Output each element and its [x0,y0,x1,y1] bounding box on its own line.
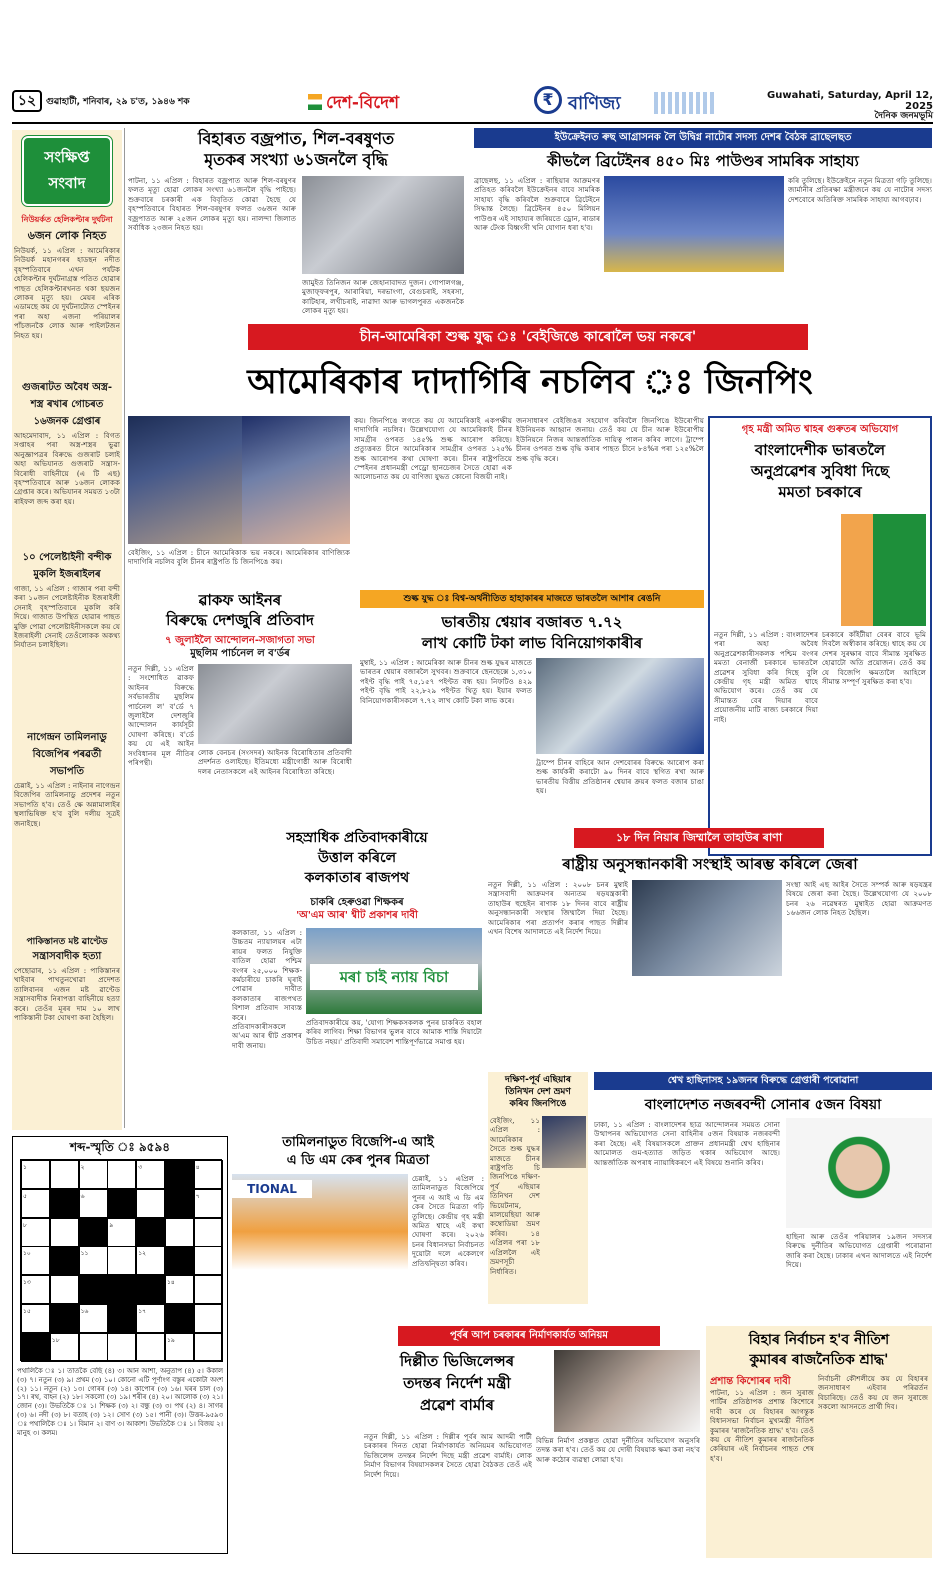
crossword-cell[interactable] [50,1160,79,1189]
headline-line: ভাৰতীয় শ্বেয়াৰ বজাৰত ৭.৭২ [441,613,623,631]
share-kicker-bar: শুল্ক যুদ্ধ ঃ বিশ্ব-অৰ্থনীতিত হাহাকাৰৰ মাজতে ভাৰতলৈ আশাৰ ৰেঙনি [360,590,704,608]
brief-title: ৬জন লোক নিহত [27,229,107,242]
kolkata-subhead [232,896,482,922]
nato-kicker-bar: ইউক্ৰেইনত ৰুছ আগ্ৰাসনক লৈ উদ্বিগ্ন নাটোৰ সদস্য দেশৰ বৈঠক ব্ৰাছেলছত [474,128,932,148]
headline-line: কুমাৰৰ ৰাজনৈতিক শ্ৰাদ্ধ' [749,1352,889,1368]
amit-shah-text: নতুন দিল্লী, ১১ এপ্ৰিল : বাংলাদেশৰ পৰা অহা অবৈধ অনুপ্ৰৱেশকাৰীসকলক পশ্চিম বংগৰ মমতা বেনাৰ্জী চৰকাৰে ভাৰতলৈ প্ৰৱেশৰ সুবিধা কৰি দিছে বুলি কেন্দ্ৰীয় গৃহ মন্ত্ৰী অমিত শ্বাহে অভিযোগ কৰে। তেওঁ কয় যে সীমান্তত বেৰ দিয়াৰ বাবে প্ৰয়োজনীয় মাটি ৰাজ্য চৰকাৰে দিয়া নাই। [714,630,818,724]
bihar-lightning-photo [302,176,464,274]
headline-line: মমতা চৰকাৰে [778,483,862,501]
share-text-2: ট্ৰাম্পে চীনৰ বাহিৰে আন দেশবোৰৰ বিৰুদ্ধে আৰোপ কৰা শুল্ক কাৰ্যকৰী কৰাটো ৯০ দিনৰ বাবে স্থগিত ৰখা আৰু ভাৰতীয় বিত্তীয় প্ৰতিষ্ঠানৰ শ্বেয়াৰ ক্ৰয়ৰ ফলত বজাৰ চাঙা হয়। [536,758,704,796]
waqf-photo [198,664,352,744]
brief-text: নিউয়ৰ্ক, ১১ এপ্ৰিল : আমেৰিকাৰ নিউয়ৰ্ক মহানগৰৰ হাডছন নদীত বৃহস্পতিবাৰে এখন পৰ্যটক হেলিকপ্টাৰ দুৰ্ঘটনাগ্ৰস্ত পতিত হোৱাৰ পাছত হেলিকপ্টাৰখনত থকা ছয়জন লোকৰ মৃত্যু হয়। মেয়ৰ এৰিক এডামছে কয় যে দুৰ্ঘটনাটোত স্পেইনৰ পৰা অহা এজনা পৰিয়ালৰ পাঁচজনকৈ লোক আৰু পাইলটজন নিহত হয়। [14,246,120,340]
nato-photo [604,176,784,272]
crossword-block [165,1304,194,1333]
waqf-text: নতুন দিল্লী, ১১ এপ্ৰিল : সংশোধিত ৱাকফ আইনৰ বিৰুদ্ধে সৰ্বভাৰতীয় মুছলিম পাৰ্চনেল ল' ব'ৰ্ডে ৭ জুলাইলৈ দেশজুৰি আন্দোলন কাৰ্যসূচী ঘোষণা কৰিছে। ব'ৰ্ডে কয় যে এই আইন সংবিধানৰ মূল নীতিৰ পৰিপন্থী। [128,664,194,768]
headline-tariff: আমেৰিকাৰ দাদাগিৰি নচলিব ঃ জিনপিং [247,362,813,402]
nato-text-2: কৰি তুলিছে। ইউক্ৰেইনে নতুন মিত্ৰতা গঢ়ি তুলিছে। জাৰ্মানীৰ প্ৰতিৰক্ষা মন্ত্ৰীজনে কয় যে নাটোৰ সদস্য দেশবোৰে অতিৰিক্ত সামৰিক সাহায্য আগবঢ়াব। [788,176,932,204]
bihar-election-text: পাটনা, ১১ এপ্ৰিল : জন সুৰাজ পাৰ্টিৰ প্ৰতিষ্ঠাপক প্ৰশান্ত কিশোৰে দাবী কৰে যে বিহাৰৰ আগন্তুক বিধানসভা নিৰ্বাচন মুখ্যমন্ত্ৰী নীতিশ কুমাৰৰ 'ৰাজনৈতিক শ্ৰাদ্ধ' হ'ব। তেওঁ কয় যে নীতিশ কুমাৰৰ ৰাজনৈতিক কেৰিয়াৰ এই নিৰ্বাচনৰ পাছত শেষ হ'ব। [710,1388,814,1463]
headline-line: অনুপ্ৰৱেশৰ সুবিধা দিছে [750,462,890,480]
rana-text-2: সংস্থা আই এছ আইৰ সৈতে সম্পৰ্ক আৰু ষড়যন্ত্ৰৰ বিষয়ে জেৰা কৰা হৈছে। উল্লেখযোগ্য যে ২০০৮ চনৰ ২৬ নৱেম্বৰত মুম্বাইত হোৱা আক্ৰমণত ১৬৬জন লোক নিহত হৈছিল। [786,880,932,918]
hasina-text: ঢাকা, ১১ এপ্ৰিল : বাংলাদেশৰ ছাত্ৰ আন্দোলনৰ সময়ত সোনা উত্থাপনৰ অভিযোগত সেনা বাহিনীৰ ৫জন বিষয়াক নজৰবন্দী কৰা হৈছে। এই বিষয়াসকলে প্ৰাক্তন প্ৰধানমন্ত্ৰী শ্বেখ হাছিনাৰ আমোলত গুম-হত্যাত জড়িত থকাৰ অভিযোগ আছে। আন্তৰ্জাতিক অপৰাধ ন্যায়াধিকৰণে এই বিষয়ে শুনানি কৰিব। [594,1120,780,1167]
headline-share [360,612,704,654]
crossword-block [21,1333,50,1362]
crossword-cell[interactable]: ১০ [21,1246,50,1275]
crossword-block [107,1189,136,1218]
brief-kicker: নিউয়ৰ্কত হেলিকপ্টাৰ দুৰ্ঘটনা [21,215,113,224]
kolkata-text: কলকাতা, ১১ এপ্ৰিল : উচ্চতম ন্যায়ালয়ৰ এটা ৰায়ৰ ফলত নিযুক্তি বাতিল হোৱা পশ্চিম বংগৰ ২৫,০০০ শিক্ষক-কৰ্মচাৰীয়ে চাকৰি ঘূৰাই পোৱাৰ দাবীত কলকাতাৰ ৰাজপথত বিশাল প্ৰতিবাদ সাব্যস্ত কৰে। প্ৰতিবাদকাৰীসকলে অ'এম আৰ শ্বীট প্ৰকাশৰ দাবী জনায়। [232,928,302,1050]
crossword-cell[interactable]: ৮ [21,1218,50,1247]
paper-name: দৈনিক জনমভূমি [874,111,933,121]
headline-bihar-election [708,1330,930,1370]
crossword-cell[interactable]: ১৯ [165,1333,194,1362]
delhi-vigilance-text-2: বিভিন্ন নিৰ্মাণ প্ৰকল্পত হোৱা দুৰ্নীতিৰ অভিযোগ অনুসৰি তদন্ত কৰা হ'ব। তেওঁ কয় যে দোষী বিষয়াক ক্ষমা কৰা নহ'ব আৰু কঠোৰ ব্যৱস্থা লোৱা হ'ব। [536,1436,700,1464]
china-tour-photo [542,1116,586,1168]
china-tour-box [488,1072,588,1304]
tariff-photo-trump [242,416,350,544]
brief-title: ১০ পেলেষ্টাইনী বন্দীক মুকলি ইজৰাইলৰ [22,552,112,580]
headline-delhi-vigilance [364,1350,550,1416]
crossword-block [50,1189,79,1218]
crossword-cell[interactable] [194,1218,223,1247]
crossword-cell[interactable]: ১৮ [50,1333,79,1362]
crossword-cell[interactable]: ১৬ [79,1304,108,1333]
brief-kicker: পাকিস্তানত মষ্ট ৱাণ্টেড [26,937,108,947]
headline-line: এ ডি এম কেৰ পুনৰ মিত্ৰতা [286,1153,430,1168]
brief-item [14,730,120,931]
headline-line: মৃতকৰ সংখ্যা ৬১জনলৈ বৃদ্ধি [204,150,388,169]
crossword-title: শব্দ-স্মৃতি ঃ ৯৫৯৪ [69,1140,171,1154]
bihar-election-box [706,1326,932,1558]
crossword-grid[interactable] [20,1159,222,1361]
crossword-block [165,1189,194,1218]
headline-line: লাখ কোটি টকা লাভ বিনিয়োগকাৰীৰ [421,634,643,652]
headline-line: কৰিব জিনপিঙে [509,1099,567,1109]
headline-line: বিৰুদ্ধে দেশজুৰি প্ৰতিবাদ [166,611,314,629]
crossword-cell[interactable] [194,1246,223,1275]
rana-text: নতুন দিল্লী, ১১ এপ্ৰিল : ২০০৮ চনৰ মুম্বাই সন্ত্ৰাসবাদী আক্ৰমণৰ অন্যতম ষড়যন্ত্ৰকাৰী তাহাউৰ হুছেইন ৰাণাক ১৮ দিনৰ বাবে ৰাষ্ট্ৰীয় অনুসন্ধানকাৰী সংস্থাৰ জিম্মালৈ দিয়া হৈছে। আমেৰিকাৰ পৰা প্ৰত্যৰ্পণ কৰাৰ পাছত দিল্লীৰ এখন বিশেষ আদালতে এই নিৰ্দেশ দিয়ে। [488,880,628,937]
delhi-kicker-bar: পূৰ্বৰ আপ চৰকাৰৰ নিৰ্মাণকাৰ্যত অনিয়ম [398,1326,660,1346]
headline-line: দিল্লীত ভিজিলেন্সৰ [399,1352,515,1370]
rana-photo [632,880,782,976]
headline-nato: কীভলৈ ব্ৰিটেইনৰ ৪৫০ মিঃ পাউণ্ডৰ সামৰিক সাহায্য [547,152,859,170]
headline-hasina: বাংলাদেশত নজৰবন্দী সোনাৰ ৫জন বিষয়া [644,1097,882,1113]
crossword-block [107,1304,136,1333]
headline-rana: ৰাষ্ট্ৰীয় অনুসন্ধানকাৰী সংস্থাই আৰম্ভ কৰিলে জেৰা [562,855,858,873]
brief-item [14,380,120,559]
headline-line: প্ৰৱেশ বাৰ্মাৰ [420,1396,494,1414]
crossword-block [107,1275,136,1304]
column-rule [124,128,125,1128]
crossword-cell[interactable] [107,1333,136,1362]
brief-kicker: নাগেন্দ্ৰন তামিলনাডু [27,732,107,743]
headline-line: তামিলনাডুত বিজেপি-এ আই [282,1135,434,1150]
crossword-block [79,1275,108,1304]
delhi-vigilance-text: নতুন দিল্লী, ১১ এপ্ৰিল : দিল্লীৰ পূৰ্বৰ আম আদমী পাৰ্টী চৰকাৰৰ দিনত হোৱা নিৰ্মাণকাৰ্যত অনিয়মৰ অভিযোগত ভিজিলেন্স তদন্তৰ নিৰ্দেশ দিছে মন্ত্ৰী প্ৰৱেশ বাৰ্মাই। লোক নিৰ্মাণ বিভাগৰ বিষয়াসকলৰ সৈতে হোৱা বৈঠকত তেওঁ এই নিৰ্দেশ দিয়ে। [364,1432,532,1479]
crossword-cell[interactable]: ১১ [79,1246,108,1275]
crossword-cell[interactable]: ১২ [136,1246,165,1275]
crossword-block [136,1275,165,1304]
rupee-icon: ₹ [534,86,562,114]
crossword-cell[interactable] [194,1333,223,1362]
crossword-cell[interactable] [50,1218,79,1247]
subhead-line: মুছলিম পাৰ্চনেল ল ব'ৰ্ডৰ [190,648,290,659]
crossword-cell[interactable]: ১৭ [136,1304,165,1333]
hasina-text-2: হাছিনা আৰু তেওঁৰ পৰিয়ালৰ ১৯জন সদস্যৰ বিৰুদ্ধে দুৰ্নীতিৰ অভিযোগত গ্ৰেপ্তাৰী পৰোৱানা জাৰি কৰা হৈছে। ঢাকাৰ এখন আদালতে এই নিৰ্দেশ দিয়ে। [786,1232,932,1270]
amit-shah-box [708,416,932,856]
headline-amit-shah [712,440,928,503]
crossword-cell[interactable]: ৬ [79,1189,108,1218]
crossword [12,1136,228,1554]
tn-bjp-banner-text: TIONAL [232,1180,312,1198]
crossword-cell[interactable]: ১৪ [165,1275,194,1304]
brief-text: চেন্নাই, ১১ এপ্ৰিল : নাইনাৰ নাগেন্দ্ৰন বিজেপিৰ তামিলনাডু প্ৰদেশৰ নতুন সভাপতি হ'ব। তেওঁ ক্ষে অন্নামালাইৰ স্থলাভিষিক্ত হ'ব বুলি দলীয় সূত্ৰই জনাইছে। [14,781,120,828]
tariff-photo-xi [128,416,242,544]
masthead [12,86,933,122]
brief-item [14,214,120,371]
crossword-cell[interactable]: ১৫ [21,1304,50,1333]
headline-waqf [128,590,352,630]
headline-line: কলকাতাৰ ৰাজপথ [304,870,410,886]
brief-item [14,934,120,1126]
bihar-lightning-text-2: জামুইত তিনিজন আৰু জেহানাবাদত দুজন। গোপালগঞ্জ, মুজাফ্ফৰপুৰ, আৰাৰিয়া, দৰভাংগা, বেগুচৰাই, সহৰসা, কাটিহাৰ, লখীচৰাই, নাৱাদা আৰু ভাগলপুৰত একজনকৈ লোকৰ মৃত্যু হয়। [302,278,464,316]
share-text: মুম্বাই, ১১ এপ্ৰিল : আমেৰিকা আৰু চীনৰ শুল্ক যুদ্ধৰ মাজতে ভাৰতৰ শ্বেয়াৰ বজাৰলৈ সুখবৰ। শুক্ৰবাৰে ছেনছেক্সে ১,৩১০ পইণ্ট বৃদ্ধি পাই ৭৫,১৫৭ পইণ্টত বন্ধ হয়। নিফটিও ৪২৯ পইণ্ট বৃদ্ধি পাই ২২,৮২৯ পইণ্টত থিতু হয়। ইয়াৰ ফলত বিনিয়োগকাৰীসকলে ৭.৭২ লাখ কোটি টকা লাভ কৰে। [360,658,532,705]
subhead-line: ৭ জুলাইলৈ আন্দোলন-সজাগতা সভা [165,635,315,646]
briefs-header-box [22,136,112,206]
tariff-text: কয়। জিনপিঙে লগতে কয় যে আমেৰিকাই একপক্ষীয় দাদাগিৰি নচলিব। উল্লেখযোগ্য যে আমেৰিকাই চীনৰ সামগ্ৰীৰ ওপৰত ১৪৫% শুল্ক আৰোপ কৰিছে। প্ৰত্যুত্তৰত চীনে আমেৰিকাৰ সামগ্ৰীৰ ওপৰত ১২৫% শুল্ক আৰোপৰ কথা ঘোষণা কৰে। চীনৰ ৰাষ্ট্ৰপতিয়ে স্পেইনৰ প্ৰধানমন্ত্ৰী পেড্ৰো ছানচেজৰ সৈতে হোৱা এক আলোচনাত কয় যে বাণিজ্য যুদ্ধত কোনো বিজয়ী নাই। [354,416,512,482]
crossword-cell[interactable] [194,1304,223,1333]
brief-title: শস্ত্ৰ ৰখাৰ গোচৰত ১৬জনক গ্ৰেপ্তাৰ [30,399,104,427]
crossword-cell[interactable]: ৩ [136,1160,165,1189]
crossword-cell[interactable] [136,1189,165,1218]
crossword-cell[interactable]: ৭ [194,1189,223,1218]
waqf-subhead [128,634,352,660]
tn-bjp-text: চেন্নাই, ১১ এপ্ৰিল : তামিলনাডুত বিজেপিয়ে পুনৰ এ আই এ ডি এম কেৰ সৈতে মিত্ৰতা গঢ়ি তুলিছে। কেন্দ্ৰীয় গৃহ মন্ত্ৰী অমিত শ্বাহে এই কথা ঘোষণা কৰে। ২০২৬ চনৰ বিধানসভা নিৰ্বাচনত দুয়োটা দলে একেলগে প্ৰতিদ্বন্দ্বিতা কৰিব। [412,1174,484,1268]
crossword-clues: পথালিকৈ ঃ ১। তাতকৈ বেছি (৪) ৩। আন আশা, অনুতাপ (৪) ৫। কঁকাল (৩) ৭। নতুন (৩) ৯। প্ৰথম (৩) ১০। কোনো এটি পূৰ্ণাংগ বস্তুৰ একোটা অংশ (২) ১১। নতুন (২) ১৩। গোৰৰ (৩) ১৪। কাপোৰ (৩) ১৬। ঘৰৰ চাল (৩) ১৭। ৰথ, বাহন (২) ১৮। সকলো (৩) ১৯। শৰীৰ (৪) ২০। আলোক (৩) ২১। জোন (৩)। উভতিকৈ ঃ ১। শিক্ষক (৩) ২। বন্ধু (৩) ৩। পথ (২) ৪। সাগৰ (৩) ৬। নদী (৩) ৮। বতাহ (৩) ১২। সোণ (৩) ১৫। পানী (৩)। উত্তৰ-৯৫৯৩ ঃ পথালিকৈ ঃ ১। বিমান ২। বাণ ৩। আকাশ। উভতিকৈ ঃ ১। বিজয় ২। মানুহ ৩। কলম। [17,1367,223,1437]
crossword-cell[interactable]: ১ [21,1160,50,1189]
crossword-block [79,1218,108,1247]
hasina-photo [786,1118,932,1228]
kolkata-text-2: প্ৰতিবাদকাৰীয়ে কয়, 'যোগ্য শিক্ষকসকলক পুনৰ চাকৰিত বহাল কৰিব লাগিব। শিক্ষা বিভাগৰ ভুলৰ বাবে আমাক শাস্তি দিয়াটো উচিত নহয়।' প্ৰতিবাদী সমাবেশ শান্তিপূৰ্ণভাৱে সমাপ্ত হয়। [306,1018,482,1046]
section-title-world: দেশ-বিদেশ [326,93,400,113]
amit-shah-photo [714,514,926,626]
tn-bjp-photo [232,1174,408,1270]
section-logo-world [308,88,508,116]
tariff-kicker-bar: চীন-আমেৰিকা শুল্ক যুদ্ধ ঃ 'বেইজিঙে কাৰোলৈ ভয় নকৰে' [248,324,808,350]
share-photo [536,658,704,754]
headline-china-tour [490,1074,586,1110]
headline-line: তদন্তৰ নিৰ্দেশ মন্ত্ৰী [403,1374,511,1392]
crossword-cell[interactable] [107,1160,136,1189]
china-tour-text: বেইজিং, ১১ এপ্ৰিল : আমেৰিকাৰ সৈতে শুল্ক যুদ্ধৰ মাজতে চীনৰ ৰাষ্ট্ৰপতি চি জিনপিঙে দক্ষিণ-পূৰ্ব এছিয়াৰ তিনিখন দেশ ভিয়েটনাম, মালয়েছিয়া আৰু কম্বোডিয়া ভ্ৰমণ কৰিব। ১৪ এপ্ৰিলৰ পৰা ১৮ এপ্ৰিললৈ এই ভ্ৰমণসূচী নিৰ্ধাৰিত। [490,1116,540,1276]
crossword-cell[interactable] [107,1246,136,1275]
brief-text: আহমেদাবাদ, ১১ এপ্ৰিল : বিগত সপ্তাহৰ পৰা অস্ত্ৰ-শস্ত্ৰৰ ভুৱা অনুজ্ঞাপত্ৰৰ বিৰুদ্ধে গুজৰাট চলাই অহা অভিযানত গুজৰাট সন্ত্ৰাস-বিৰোধী বাহিনীয়ে (এ টি এছ) বৃহস্পতিবাৰে আৰু ১৬জন লোকক গ্ৰেপ্তাৰ কৰে। অভিযানৰ সময়ত ১৩টা ৰাইফল জব্দ কৰা হয়। [14,431,120,506]
brief-text: পেছোৱাৰ, ১১ এপ্ৰিল : পাকিস্তানৰ খাইবাৰ পাখতুনখোৱা প্ৰদেশত তালিবানৰ এজন মষ্ট ৱাণ্টেড সন্ত্ৰাসবাদীক নিৰাপত্তা বাহিনীয়ে হত্যা কৰে। তেওঁৰ মূৰৰ দাম ১০ লাখ পাকিস্তানী টকা ঘোষণা কৰা হৈছিল। [14,966,120,1023]
bihar-lightning-text: পাটনা, ১১ এপ্ৰিল : বিহাৰত বজ্ৰপাত আৰু শিল-বৰষুণৰ ফলত মৃত্যু হোৱা লোকৰ সংখ্যা ৬১জনলৈ বৃদ্ধি পাইছে। শুক্ৰবাৰে চৰকাৰী এক বিবৃতিত কোৱা হৈছে যে বৃহস্পতিবাৰে বিহাৰত শিল-বৰষুণৰ ফলত ৩৬জন আৰু বজ্ৰপাতত আৰু ২৫জন লোকৰ মৃত্যু হয়। নালন্দা জিলাত সৰ্বাধিক ২৩জন নিহত হয়। [128,176,296,233]
crossword-block [136,1218,165,1247]
brief-title: সন্ত্ৰাসবাদীক হত্যা [32,951,102,962]
bihar-election-subhead: প্ৰশান্ত কিশোৰৰ দাবী [710,1376,791,1387]
crossword-cell[interactable] [79,1333,108,1362]
page-number: ১২ [12,90,42,112]
masthead-rule [12,122,933,124]
headline-line: বিহাৰত বজ্ৰপাত, শিল-বৰষুণত [197,129,395,148]
crossword-block [165,1160,194,1189]
brief-title: বিজেপিৰ পৰৱৰ্তী সভাপতি [32,749,102,777]
crossword-cell[interactable]: ৯ [107,1218,136,1247]
masthead-date-assamese: গুৱাহাটী, শনিবাৰ, ২৯ চ'ত, ১৯৪৬ শক [46,97,190,107]
headline-line: তিনিখন দেশ ভ্ৰমণ [505,1087,571,1097]
flag-stripe-icon [308,94,322,110]
crossword-block [165,1246,194,1275]
bihar-election-text-2: নিৰ্বাচনী কৌশলীয়ে কয় যে বিহাৰৰ জনসাধাৰণ এইবাৰ পৰিৱৰ্তন বিচাৰিছে। তেওঁ কয় যে জন সুৰাজে সকলো আসনতে প্ৰাৰ্থী দিব। [818,1374,928,1412]
subhead-line: চাকৰি হেৰুওৱা শিক্ষকৰ [310,897,404,908]
brief-item [14,550,120,712]
section-logo-trade [534,86,724,116]
crossword-cell[interactable] [165,1218,194,1247]
headline-line: উত্তাল কৰিলে [317,850,397,866]
nato-text: ব্ৰাছেলছ, ১১ এপ্ৰিল : ৰাছিয়াৰ আক্ৰমণৰ প্ৰতিহত কৰিবলৈ ইউক্ৰেইনৰ বাবে সামৰিক সাহায্য বৃদ্ধি কৰিবলৈ শুক্ৰবাৰে ব্ৰিটেইনে সিদ্ধান্ত লৈছে। ব্ৰিটেইনৰ ৪৫০ মিলিয়ন পাউণ্ডৰ এই সাহায্যৰ জৰিয়তে ড্ৰোন, ৰাডাৰ আৰু টেংক বিধ্বংসী খনি যোগান ধৰা হ'ব। [474,176,600,233]
briefs-title-line2: সংবাদ [48,174,86,192]
briefs-title-line1: সংক্ষিপ্ত [44,148,90,166]
briefs-column [12,130,122,1130]
crossword-cell[interactable] [50,1275,79,1304]
tariff-text-2: জনসাধাৰণ বেইজিঙৰ সহযোগ কৰিবলৈ জিনপিঙে ইউৰোপীয় ইউনিয়নক আহ্বান জনায়। তেওঁ কয় যে চীন আৰু ইউৰোপীয় ইউনিয়নে নিজৰ আন্তৰ্জাতিক দায়িত্ব পালন কৰিব লাগে। ট্ৰাম্পে চীনৰ ওপৰত শুল্ক বৃদ্ধি কৰাৰ পাছত চীনে ৮৪%ৰ পৰা ১২৫%লৈ শুল্ক বৃদ্ধি কৰে। [516,416,704,463]
masthead-date-english: Guwahati, Saturday, April 12, 2025 [767,90,933,112]
tariff-caption: বেইজিং, ১১ এপ্ৰিল : চীনে আমেৰিকাক ভয় নকৰে। আমেৰিকাৰ বাণিজ্যিক দাদাগিৰি নচলিব বুলি চীনৰ ৰাষ্ট্ৰপতি চি জিনপিঙে কয়। [128,548,350,567]
crossword-block [50,1246,79,1275]
hasina-kicker-bar: শ্বেখ হাছিনাসহ ১৯জনৰ বিৰুদ্ধে গ্ৰেপ্তাৰী পৰোৱানা [594,1072,932,1090]
brief-text: গাজা, ১১ এপ্ৰিল : গাজাৰ পৰা বন্দী কৰা ১০জন পেলেষ্টাইনীক ইজৰাইলী সেনাই বৃহস্পতিবাৰে মুকলি কৰি দিয়ে। গাজাত উপস্থিত হোৱাৰ পাছত মুক্তি পোৱা পেলেষ্টাইনীসকলে কয় যে ইজৰাইলী সেনাই তেওঁলোকক অকথ্য নিৰ্যাতন চলাইছিল। [14,584,120,650]
headline-line: বিহাৰ নিৰ্বাচন হ'ব নীতিশ [748,1332,890,1348]
skyline-icon [654,92,714,114]
crossword-cell[interactable]: ১৩ [21,1275,50,1304]
headline-tn-bjp [232,1134,484,1170]
amit-shah-text-2: চৰকাৰে কাঁইটীয়া বেৰৰ বাবে ভূমি দিবলৈ অস্বীকাৰ কৰিছে। শ্বাহে কয় যে দেশৰ সুৰক্ষাৰ বাবে সীমান্ত সুৰক্ষিত হোৱাটো অতি প্ৰয়োজন। তেওঁ কয় যে বিজেপি ক্ষমতালৈ আহিলে সীমান্ত সম্পূৰ্ণ সুৰক্ষিত কৰা হ'ব। [822,630,926,687]
crossword-cell[interactable] [136,1333,165,1362]
brief-kicker: গুজৰাটত অবৈধ অস্ত্ৰ- [22,382,112,393]
amit-shah-kicker: গৃহ মন্ত্ৰী অমিত শ্বাহৰ গুৰুতৰ অভিযোগ [741,424,899,435]
crossword-cell[interactable] [194,1275,223,1304]
subhead-line: 'অ'এম আৰ' শ্বীট প্ৰকাশৰ দাবী [296,910,418,921]
headline-bihar-lightning [128,128,464,170]
crossword-cell[interactable]: ৪ [194,1160,223,1189]
waqf-text-2: লোক বেনচৰ (সংসদৰ) আইনক বিৰোধিতাৰ প্ৰতিবাদী প্ৰদৰ্শনত ওলাইছে। ইতিমধ্যে মন্ত্ৰীগোষ্ঠী আৰু বিৰোধী দলৰ নেতাসকলে এই আইনৰ বিৰোধিতা কৰিছে। [198,748,352,776]
crossword-cell[interactable]: ৫ [21,1189,50,1218]
delhi-vigilance-photo [554,1350,700,1432]
rana-kicker-bar: ১৮ দিন নিয়াৰ জিম্মালৈ তাহাউৰ ৰাণা [574,828,824,848]
kolkata-banner-text: মৰা চাই ন্যায় বিচা [310,964,478,990]
crossword-cell[interactable]: ২ [79,1160,108,1189]
headline-line: ৱাকফ আইনৰ [198,591,282,609]
crossword-block [50,1304,79,1333]
kolkata-photo [306,928,482,1014]
section-title-trade: বাণিজ্য [568,93,621,114]
headline-kolkata [232,828,482,888]
headline-line: বাংলাদেশীক ভাৰতলৈ [754,441,886,459]
headline-line: দক্ষিণ-পূৰ্ব এছিয়াৰ [505,1075,571,1085]
headline-line: সহস্ৰাধিক প্ৰতিবাদকাৰীয়ে [286,830,428,846]
